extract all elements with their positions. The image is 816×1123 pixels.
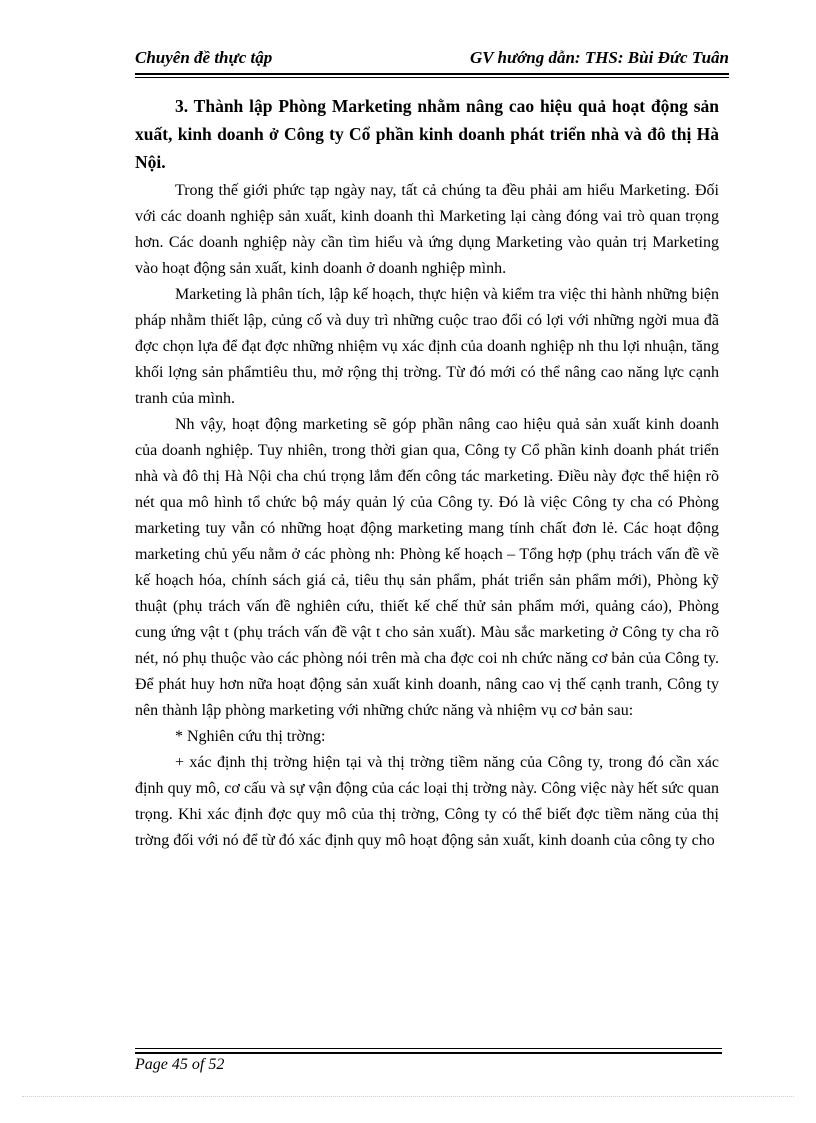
page-header <box>135 48 729 74</box>
paragraph: Trong thế giới phức tạp ngày nay, tất cả chúng ta đều phải am hiểu Marketing. Đối với các doanh nghiệp sản xuất, kinh doanh thì Marketing lại càng đóng vai trò quan trọng hơn. Các doanh nghiệp này cần tìm hiểu và ứng dụng Marketing vào quản trị Marketing vào hoạt động sản xuất, kinh doanh ở doanh nghiệp mình. <box>135 182 719 277</box>
page-break-line <box>22 1096 794 1097</box>
paragraph: + xác định thị trờng hiện tại và thị trờng tiềm năng của Công ty, trong đó cần xác định quy mô, cơ cấu và sự vận động của các loại thị trờng này. Công việc này hết sức quan trọng. Khi xác định đợc quy mô của thị trờng, Công ty có thể biết đợc tiềm năng của thị trờng đối với nó để từ đó xác định quy mô hoạt động sản xuất, kinh doanh của công ty cho <box>135 754 719 849</box>
footer-rule-thin <box>135 1048 722 1049</box>
header-rule-thin <box>135 77 729 78</box>
header-course-title: Chuyên đề thực tập <box>135 48 273 67</box>
footer-rule-thick <box>135 1052 722 1054</box>
paragraph: Nh vậy, hoạt động marketing sẽ góp phần nâng cao hiệu quả sản xuất kinh doanh của doanh nghiệp. Tuy nhiên, trong thời gian qua, Công ty Cổ phần kinh doanh phát triển nhà và đô thị Hà Nội cha chú trọng lắm đến công tác marketing. Điều này đợc thể hiện rõ nét qua mô hình tổ chức bộ máy quản lý của Công ty. Đó là việc Công ty cha có Phòng marketing tuy vẫn có những hoạt động marketing mang tính chất đơn lẻ. Các hoạt động marketing chủ yếu nằm ở các phòng nh: Phòng kế hoạch – Tổng hợp (phụ trách vấn đề về kế hoạch hóa, chính sách giá cả, tiêu thụ sản phẩm, phát triển sản phẩm mới), Phòng kỹ thuật (phụ trách vấn đề nghiên cứu, thiết kế chế thử sản phẩm mới, quảng cáo), Phòng cung ứng vật t (phụ trách vấn đề vật t cho sản xuất). Màu sắc marketing ở Công ty cha rõ nét, nó phụ thuộc vào các phòng nói trên mà cha đợc coi nh chức năng cơ bản của Công ty. Để phát huy hơn nữa hoạt động sản xuất kinh doanh, nâng cao vị thế cạnh tranh, Công ty nên thành lập phòng marketing với những chức năng và nhiệm vụ cơ bản sau: <box>135 416 719 719</box>
page-number: Page 45 of 52 <box>135 1056 225 1073</box>
document-body <box>135 92 719 854</box>
section-heading: 3. Thành lập Phòng Marketing nhằm nâng cao hiệu quả hoạt động sản xuất, kinh doanh ở Công ty Cổ phần kinh doanh phát triển nhà và đô thị Hà Nội. <box>135 96 719 172</box>
paragraph: Marketing là phân tích, lập kế hoạch, thực hiện và kiểm tra việc thi hành những biện pháp nhằm thiết lập, củng cố và duy trì những cuộc trao đổi có lợi với những ngời mua đã đợc chọn lựa để đạt đợc những nhiệm vụ xác định của doanh nghiệp nh thu lợi nhuận, tăng khối lợng sản phẩmtiêu thu, mở rộng thị trờng. Từ đó mới có thể nâng cao năng lực cạnh tranh của mình. <box>135 286 719 407</box>
header-rule-thick <box>135 73 729 75</box>
bullet-heading: * Nghiên cứu thị trờng: <box>175 728 326 745</box>
header-advisor: GV hướng dẫn: THS: Bùi Đức Tuân <box>469 48 729 67</box>
